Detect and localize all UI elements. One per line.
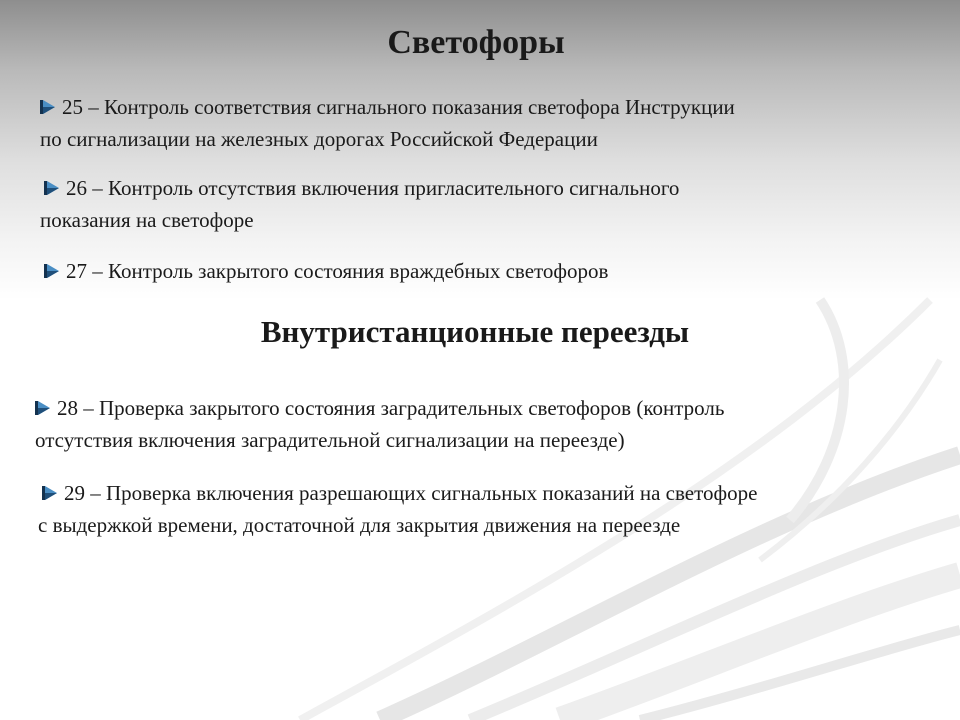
list-item-27 bbox=[44, 255, 924, 287]
triangle-bullet-icon bbox=[35, 400, 51, 416]
item-29-line2: с выдержкой времени, достаточной для закрытия движения на переезде bbox=[38, 513, 681, 537]
list-item-28 bbox=[35, 392, 947, 456]
item-28-line2: отсутствия включения заградительной сигнализации на переезде) bbox=[35, 428, 625, 452]
slide-title: Светофоры bbox=[387, 24, 565, 61]
item-28-line1: 28 – Проверка закрытого состояния заградительных светофоров (контроль bbox=[57, 396, 725, 420]
list-item-25 bbox=[40, 91, 952, 155]
list-item-29 bbox=[38, 477, 956, 541]
item-29-line1: 29 – Проверка включения разрешающих сигнальных показаний на светофоре bbox=[64, 481, 758, 505]
item-26-line2: показания на светофоре bbox=[40, 208, 254, 232]
item-26-line1: 26 – Контроль отсутствия включения пригласительного сигнального bbox=[66, 176, 680, 200]
list-item-26 bbox=[40, 172, 920, 236]
item-27-line1: 27 – Контроль закрытого состояния враждебных светофоров bbox=[66, 259, 609, 283]
triangle-bullet-icon bbox=[40, 99, 56, 115]
item-25-line2: по сигнализации на железных дорогах Российской Федерации bbox=[40, 127, 598, 151]
triangle-bullet-icon bbox=[44, 180, 60, 196]
section-title: Внутристанционные переезды bbox=[260, 314, 690, 349]
item-25-line1: 25 – Контроль соответствия сигнального показания светофора Инструкции bbox=[62, 95, 735, 119]
triangle-bullet-icon bbox=[44, 263, 60, 279]
triangle-bullet-icon bbox=[42, 485, 58, 501]
